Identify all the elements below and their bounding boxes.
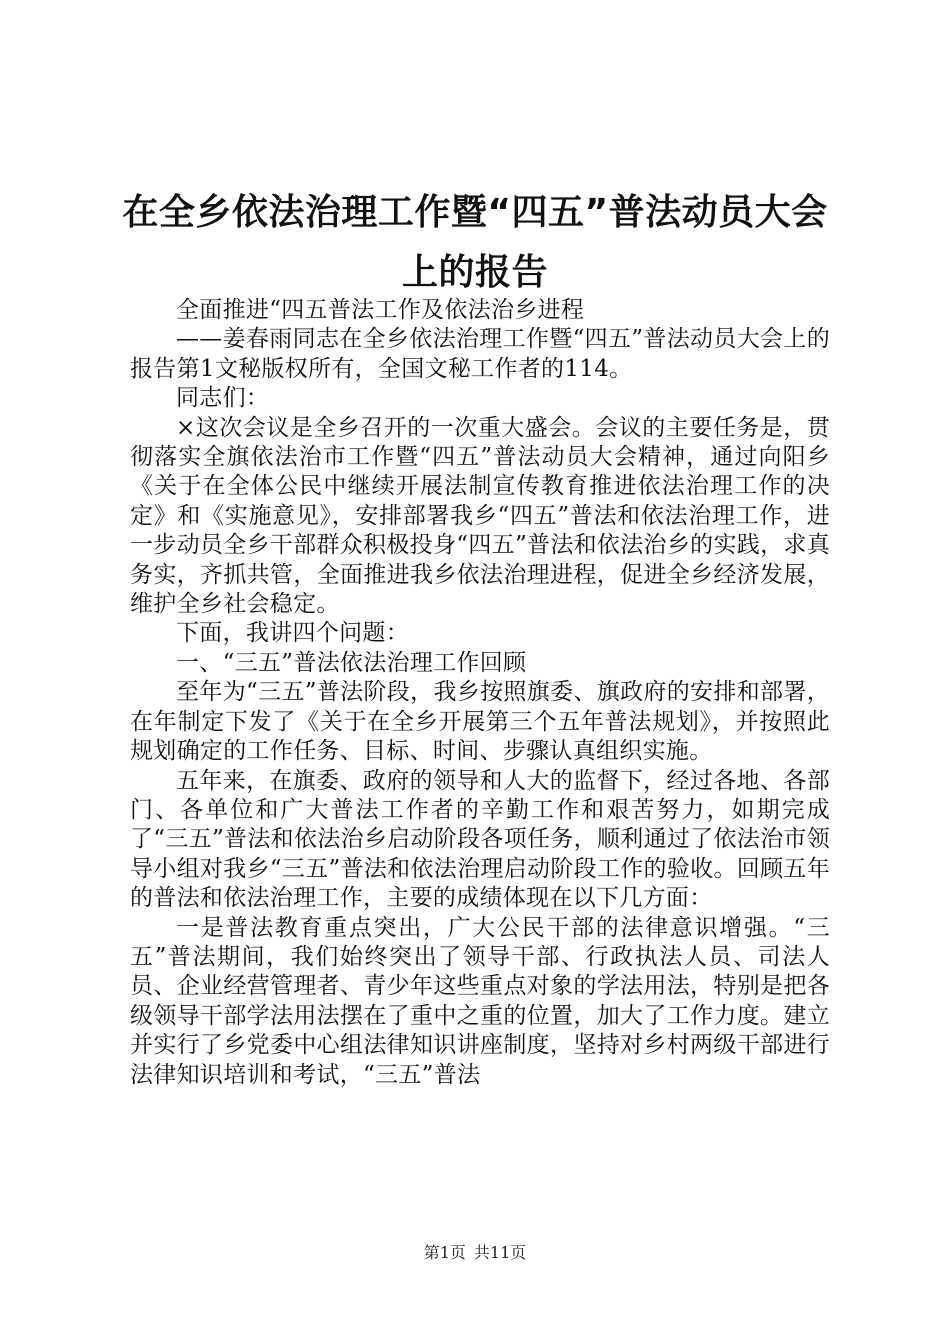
paragraph-intro: ×这次会议是全乡召开的一次重大盛会。会议的主要任务是，贯彻落实全旗依法治市工作暨“四五”普法动员大会精神，通过向阳乡《关于在全体公民中继续开展法制宣传教育推进依法治理工作的决定》和《实施意见》，安排部署我乡“四五”普法和依法治理工作，进一步动员全乡干部群众积极投身“四五”普法和依法治乡的实践，求真务实，齐抓共管，全面推进我乡依法治理进程，促进全乡经济发展，维护全乡社会稳定。 xyxy=(130,414,830,618)
section-heading: 一、“三五”普法依法治理工作回顾 xyxy=(176,649,527,676)
document-body xyxy=(130,296,830,1090)
paragraph-subtitle: 全面推进“四五普法工作及依法治乡进程 xyxy=(176,297,585,323)
paragraph-body: 五年来，在旗委、政府的领导和人大的监督下，经过各地、各部门、各单位和广大普法工作者的辛勤工作和艰苦努力，如期完成了“三五”普法和依法治乡启动阶段各项任务，顺利通过了依法治市领导小组对我乡“三五”普法和依法治理启动阶段工作的验收。回顾五年的普法和依法治理工作，主要的成绩体现在以下几方面： xyxy=(130,767,830,912)
page-footer xyxy=(0,1242,950,1264)
paragraph-outline: 下面，我讲四个问题： xyxy=(176,620,409,647)
paragraph-salutation: 同志们： xyxy=(176,385,270,412)
page-total: 共11页 xyxy=(473,1243,527,1262)
paragraph-byline: ——姜春雨同志在全乡依法治理工作暨“四五”普法动员大会上的报告第1文秘版权所有，全国文秘工作者的114。 xyxy=(130,326,830,382)
paragraph-body: 一是普法教育重点突出，广大公民干部的法律意识增强。“三五”普法期间，我们始终突出了领导干部、行政执法人员、司法人员、企业经营管理者、青少年这些重点对象的学法用法，特别是把各级领导干部学法用法摆在了重中之重的位置，加大了工作力度。建立并实行了乡党委中心组法律知识讲座制度，坚持对乡村两级干部进行法律知识培训和考试，“三五”普法 xyxy=(130,914,830,1088)
page-number: 第1页 xyxy=(423,1243,466,1262)
paragraph-body: 至年为“三五”普法阶段，我乡按照旗委、旗政府的安排和部署，在年制定下发了《关于在全乡开展第三个五年普法规划》，并按照此规划确定的工作任务、目标、时间、步骤认真组织实施。 xyxy=(130,679,830,765)
document-title: 在全乡依法治理工作暨“四五”普法动员大会上的报告 xyxy=(122,192,828,293)
